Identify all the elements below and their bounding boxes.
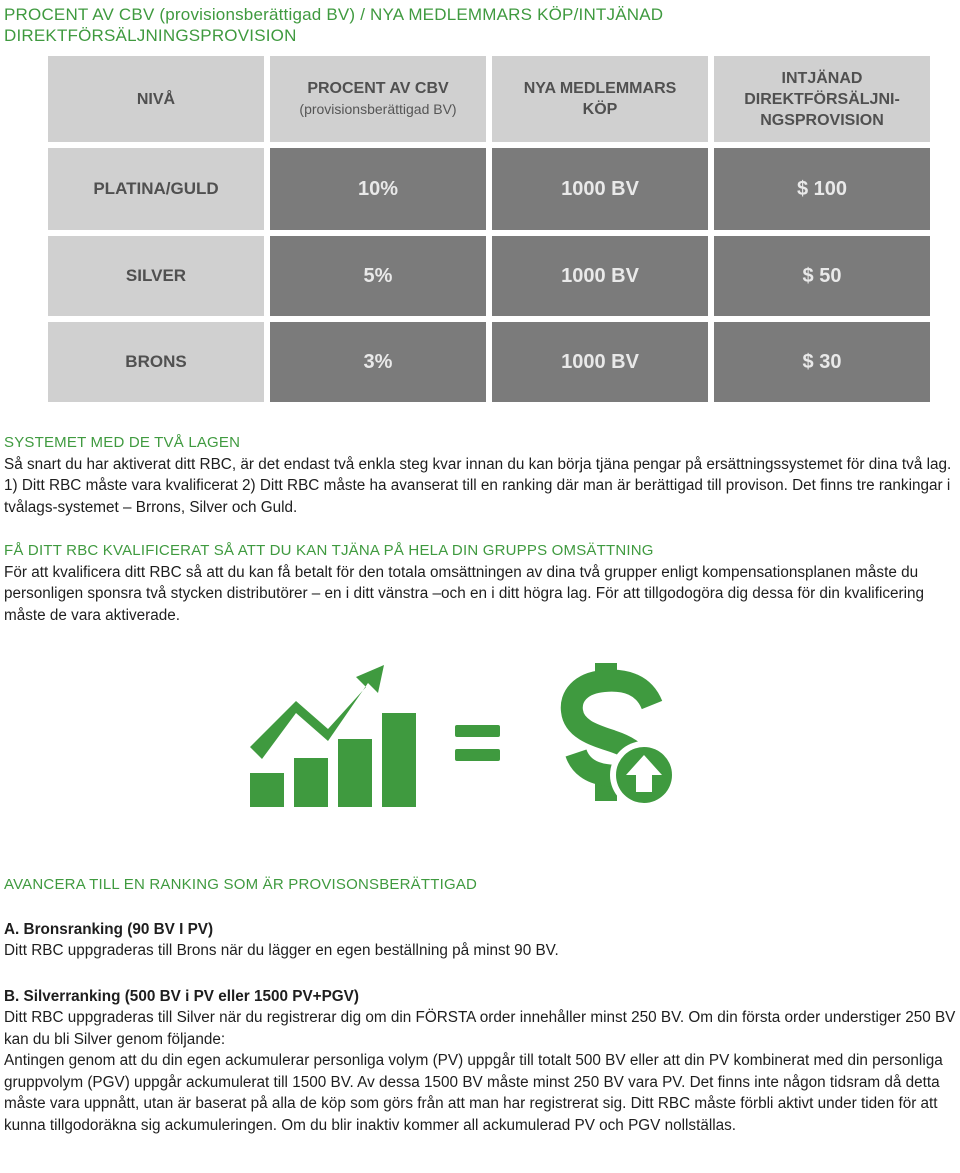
table-row-level: SILVER (48, 236, 264, 316)
header-percent-sublabel: (provisionsberättigad BV) (299, 101, 457, 117)
header-commission-label: INTJÄNAD DIREKTFÖRSÄLJNI-NGSPROVISION (744, 69, 900, 129)
table-row-commission: $ 30 (714, 322, 930, 402)
two-teams-section (4, 432, 960, 518)
header-commission (714, 56, 930, 142)
table-row-purchases: 1000 BV (492, 148, 708, 230)
growth-chart-icon (250, 665, 416, 807)
table-row-commission: $ 100 (714, 148, 930, 230)
qualify-section (4, 540, 960, 626)
qualify-heading: FÅ DITT RBC KVALIFICERAT SÅ ATT DU KAN TJÄNA PÅ HELA DIN GRUPPS OMSÄTTNING (4, 542, 654, 559)
table-row-percent: 5% (270, 236, 486, 316)
page-title: PROCENT AV CBV (provisionsberättigad BV) / NYA MEDLEMMARS KÖP/INTJÄNAD DIREKTFÖRSÄLJNINGSPROVISION (4, 5, 664, 45)
table-row-purchases: 1000 BV (492, 236, 708, 316)
table-row-level: PLATINA/GULD (48, 148, 264, 230)
table-row-percent: 3% (270, 322, 486, 402)
growth-equals-money-illustration (240, 655, 700, 815)
table-row-purchases: 1000 BV (492, 322, 708, 402)
dollar-up-icon (572, 663, 678, 809)
advance-heading: AVANCERA TILL EN RANKING SOM ÄR PROVISONSBERÄTTIGAD (4, 876, 478, 893)
header-percent-label: PROCENT AV CBV (307, 80, 449, 97)
advance-section (4, 874, 960, 1136)
equals-icon (455, 725, 500, 761)
silver-body-1: Ditt RBC uppgraderas till Silver när du registrerar dig om din FÖRSTA order innehåller minst 250 BV. Om din första order understiger 250 BV kan du bli Silver genom följande: (4, 1009, 956, 1048)
header-purchases (492, 56, 708, 142)
bronze-body: Ditt RBC uppgraderas till Brons när du lägger en egen beställning på minst 90 BV. (4, 942, 559, 959)
two-teams-heading: SYSTEMET MED DE TVÅ LAGEN (4, 434, 241, 451)
header-percent (270, 56, 486, 142)
table-row-level: BRONS (48, 322, 264, 402)
header-level (48, 56, 264, 142)
qualify-body: För att kvalificera ditt RBC så att du kan få betalt för den totala omsättningen av dina två grupper enligt kompensationsplanen måste du personligen sponsra två stycken distributörer – en i ditt vänstra –och en i ditt högra lag. För att tillgodogöra dig dessa för din kvalificering måste de vara aktiverade. (4, 563, 925, 624)
bronze-title: A. Bronsranking (90 BV I PV) (4, 920, 214, 938)
two-teams-body: Så snart du har aktiverat ditt RBC, är det endast två enkla steg kvar innan du kan börja tjäna pengar på ersättningssystemet för dina två lag. 1) Ditt RBC måste vara kvalificerat 2) Ditt RBC måste ha avanserat till en ranking där man är berättigad till provison. Det finns tre rankingar i tvålags-systemet – Brrons, Silver och Guld. (4, 455, 952, 516)
table-row-percent: 10% (270, 148, 486, 230)
header-purchases-label: NYA MEDLEMMARS KÖP (523, 80, 677, 118)
silver-body-2: Antingen genom att du din egen ackumulerar personliga volym (PV) uppgår till totalt 500 BV eller att din PV kombinerat med din personliga gruppvolym (PGV) uppgår ackumulerat till 1500 BV. Av dessa 1500 BV måste minst 250 BV vara PV. Det finns inte någon tidsram då detta måste vara uppnått, utan är baserat på alla de köp som görs från att man har registrerat sig. Ditt RBC måste förbli aktivt under tiden för att kunna tillgodoräkna sig ackumuleringen. Om du blir inaktiv kommer all ackumulerad PV och PGV nollställas. (4, 1052, 943, 1134)
silver-title: B. Silverranking (500 BV i PV eller 1500 PV+PGV) (4, 987, 359, 1005)
table-row-commission: $ 50 (714, 236, 930, 316)
header-level-label: NIVÅ (136, 90, 176, 108)
